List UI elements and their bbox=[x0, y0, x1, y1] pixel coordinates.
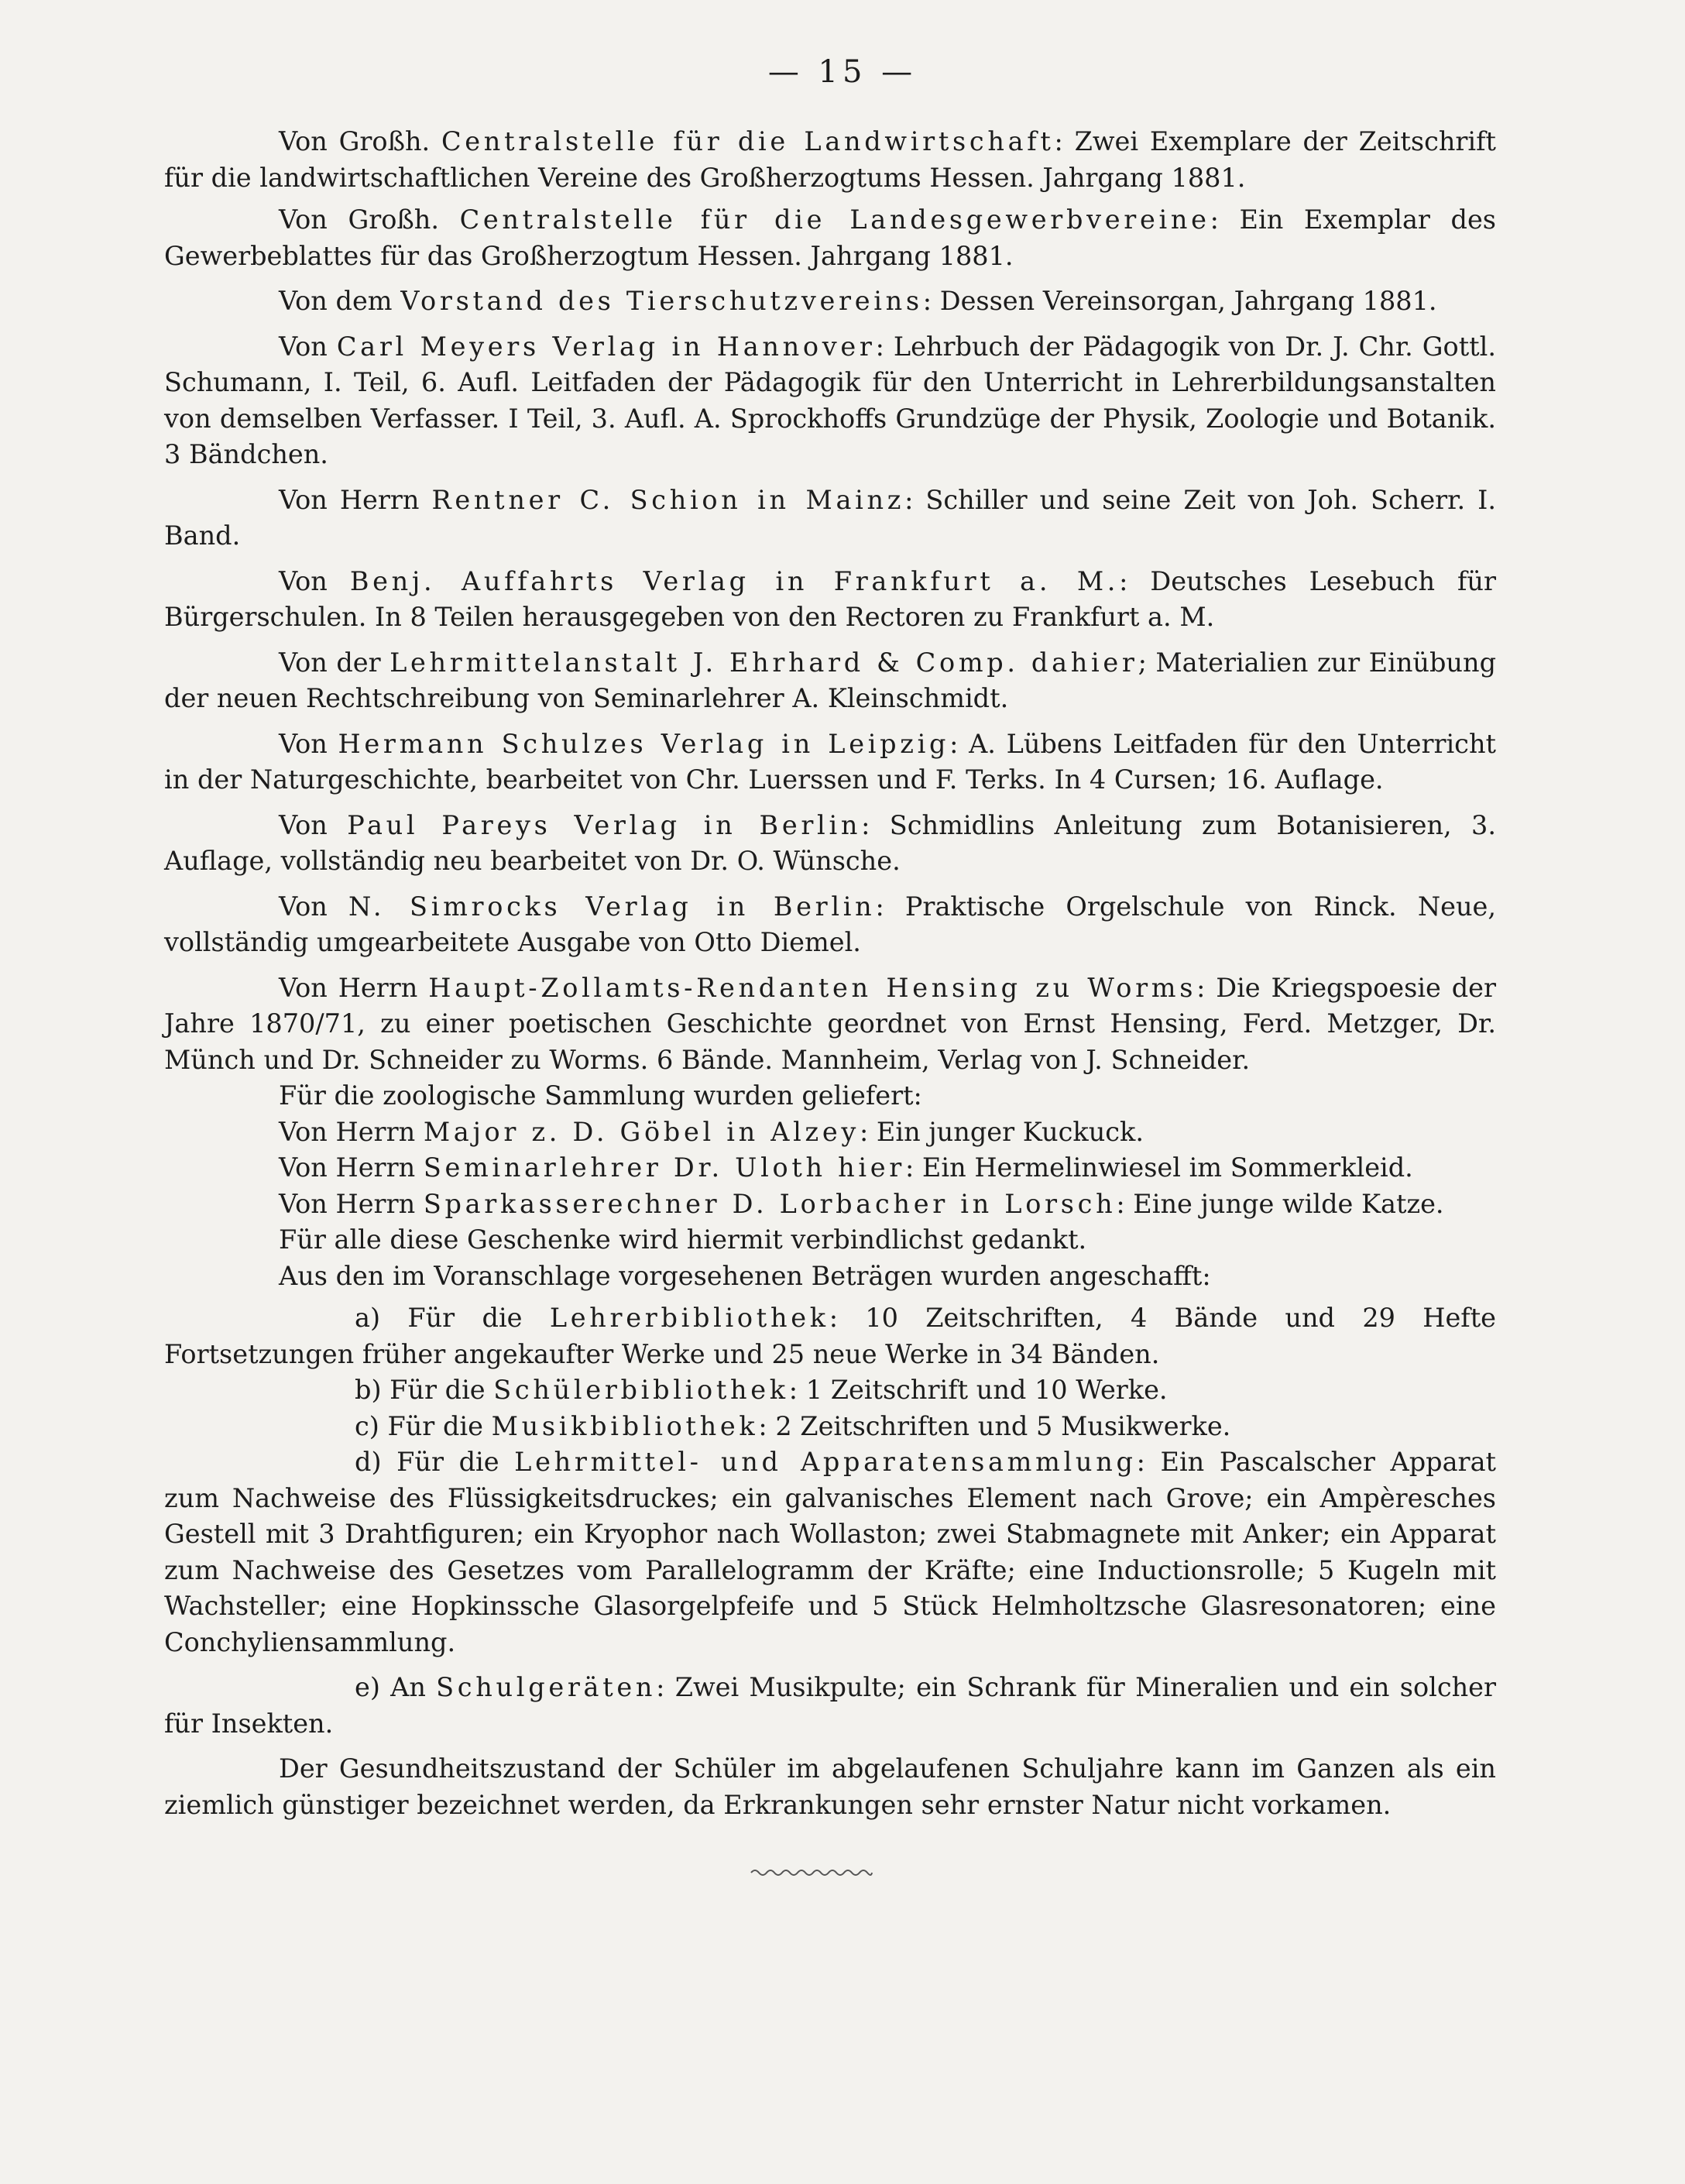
zoology-donation: Von Herrn Seminarlehrer Dr. Uloth hier: Ein Hermelinwiesel im Sommerkleid. bbox=[279, 1152, 1413, 1183]
acquisition-item: d) Für die Lehrmittel- und Apparatensammlung: Ein Pascalscher Apparat zum Nachweise des Flüssigkeitsdruckes; ein galvanisches Element nach Grove; ein Ampèresches Gestell mit 3 Drahtfiguren; ein Kryophor nach Wollaston; zwei Stabmagnete mit Anker; ein Apparat zum Nachweise des Gesetzes vom Parallelogramm der Kräfte; eine Inductionsrolle; 5 Kugeln mit Wachsteller; eine Hopkinssche Glasorgelpfeife und 5 Stück Helmholtzsche Glasresonatoren; eine Conchyliensammlung. bbox=[164, 1447, 1496, 1657]
zoology-donation: Von Herrn Major z. D. Göbel in Alzey: Ein junger Kuckuck. bbox=[279, 1116, 1144, 1147]
acquisition-item: e) An Schulgeräten: Zwei Musikpulte; ein Schrank für Mineralien und ein solcher für Insekten. bbox=[164, 1672, 1497, 1739]
paragraph-donation: Von dem Vorstand des Tierschutzvereins: Dessen Vereinsorgan, Jahrgang 1881. bbox=[279, 286, 1437, 316]
paragraph-donation: Von Benj. Auffahrts Verlag in Frankfurt a. M.: Deutsches Lesebuch für Bürgerschulen. In 8 Teilen herausgegeben von den Rectoren zu Frankfurt a. M. bbox=[164, 565, 1496, 632]
acquisition-item: b) Für die Schülerbibliothek: 1 Zeitschrift und 10 Werke. bbox=[355, 1375, 1168, 1405]
donor-name: Haupt-Zollamts-Rendanten Hensing zu Worms bbox=[428, 972, 1197, 1003]
donor-name: Paul Pareys Verlag in Berlin bbox=[347, 809, 862, 840]
donor-name: Major z. D. Göbel in Alzey bbox=[423, 1116, 860, 1147]
budget-intro: Aus den im Voranschlage vorgesehenen Beträgen wurden angeschafft: bbox=[279, 1260, 1211, 1291]
paragraph-donation: Von Paul Pareys Verlag in Berlin: Schmidlins Anleitung zum Botanisieren, 3. Auflage, vollständig neu bearbeitet von Dr. O. Wünsche. bbox=[164, 809, 1496, 876]
paragraph-donation: Von Großh. Centralstelle für die Landwirtschaft: Zwei Exemplare der Zeitschrift für die landwirtschaftlichen Vereine des Großherzogtums Hessen. Jahrgang 1881. bbox=[164, 126, 1496, 193]
donor-name: Rentner C. Schion in Mainz bbox=[431, 484, 905, 515]
acquisition-item: a) Für die Lehrerbibliothek: 10 Zeitschriften, 4 Bände und 29 Hefte Fortsetzungen früher angekaufter Werke und 25 neue Werke in 34 Bänden. bbox=[164, 1303, 1496, 1369]
paragraph-donation: Von Herrn Haupt-Zollamts-Rendanten Hensing zu Worms: Die Kriegspoesie der Jahre 1870/71, zu einer poetischen Geschichte geordnet von Ernst Hensing, Ferd. Metzger, Dr. Münch und Dr. Schneider zu Worms. 6 Bände. Mannheim, Verlag von J. Schneider. bbox=[164, 972, 1496, 1075]
paragraph-donation: Von Großh. Centralstelle für die Landesgewerbvereine: Ein Exemplar des Gewerbeblattes für das Großherzogtum Hessen. Jahrgang 1881. bbox=[164, 204, 1496, 271]
page-number: — 15 — bbox=[767, 54, 918, 90]
donor-name: Carl Meyers Verlag in Hannover bbox=[336, 331, 876, 362]
donor-name: N. Simrocks Verlag in Berlin bbox=[348, 891, 876, 922]
collection-name: Schülerbibliothek bbox=[493, 1375, 789, 1405]
collection-name: Lehrerbibliothek bbox=[549, 1303, 829, 1333]
collection-name: Musikbibliothek bbox=[491, 1410, 759, 1441]
donor-name: Vorstand des Tierschutzvereins bbox=[400, 286, 923, 316]
donor-name: Centralstelle für die Landwirtschaft bbox=[441, 126, 1055, 156]
zoology-donation: Von Herrn Sparkasserechner D. Lorbacher in Lorsch: Eine junge wilde Katze. bbox=[279, 1188, 1444, 1219]
paragraph-donation: Von Hermann Schulzes Verlag in Leipzig: A. Lübens Leitfaden für den Unterricht in der Naturgeschichte, bearbeitet von Chr. Luerssen und F. Terks. In 4 Cursen; 16. Auflage. bbox=[164, 728, 1496, 795]
paragraph-donation: Von Carl Meyers Verlag in Hannover: Lehrbuch der Pädagogik von Dr. J. Chr. Gottl. Schumann, I. Teil, 6. Aufl. Leitfaden der Pädagogik für den Unterricht in Lehrerbildungsanstalten von demselben Verfasser. I Teil, 3. Aufl. A. Sprockhoffs Grundzüge der Physik, Zoologie und Botanik. 3 Bändchen. bbox=[164, 331, 1497, 469]
paragraph-donation: Von Herrn Rentner C. Schion in Mainz: Schiller und seine Zeit von Joh. Scherr. I. Band. bbox=[164, 484, 1497, 551]
body-text bbox=[164, 124, 1496, 1823]
acquisition-item: c) Für die Musikbibliothek: 2 Zeitschriften und 5 Musikwerke. bbox=[355, 1410, 1231, 1441]
donor-name: Lehrmittelanstalt J. Ehrhard & Comp. dahier bbox=[390, 647, 1138, 678]
zoology-intro: Für die zoologische Sammlung wurden geliefert: bbox=[279, 1080, 922, 1111]
donor-name: Benj. Auffahrts Verlag in Frankfurt a. M. bbox=[349, 565, 1120, 596]
paragraph-donation: Von der Lehrmittelanstalt J. Ehrhard & Comp. dahier; Materialien zur Einübung der neuen Rechtschreibung von Seminarlehrer A. Kleinschmidt. bbox=[164, 647, 1497, 713]
donor-name: Sparkasserechner D. Lorbacher in Lorsch bbox=[423, 1188, 1117, 1219]
collection-name: Lehrmittel- und Apparatensammlung bbox=[514, 1447, 1137, 1477]
donor-name: Seminarlehrer Dr. Uloth hier bbox=[423, 1152, 905, 1183]
paragraph-donation: Von N. Simrocks Verlag in Berlin: Praktische Orgelschule von Rinck. Neue, vollständig umgearbeitete Ausgabe von Otto Diemel. bbox=[164, 891, 1497, 957]
donor-name: Centralstelle für die Landesgewerbvereine bbox=[459, 204, 1210, 235]
donor-name: Hermann Schulzes Verlag in Leipzig bbox=[338, 728, 950, 759]
health-paragraph: Der Gesundheitszustand der Schüler im abgelaufenen Schuljahre kann im Ganzen als ein ziemlich günstiger bezeichnet werden, da Erkrankungen sehr ernster Natur nicht vorkamen. bbox=[164, 1753, 1496, 1820]
end-ornament bbox=[750, 1865, 873, 1880]
collection-name: Schulgeräten bbox=[436, 1672, 657, 1702]
thanks-line: Für alle diese Geschenke wird hiermit verbindlichst gedankt. bbox=[279, 1224, 1087, 1255]
